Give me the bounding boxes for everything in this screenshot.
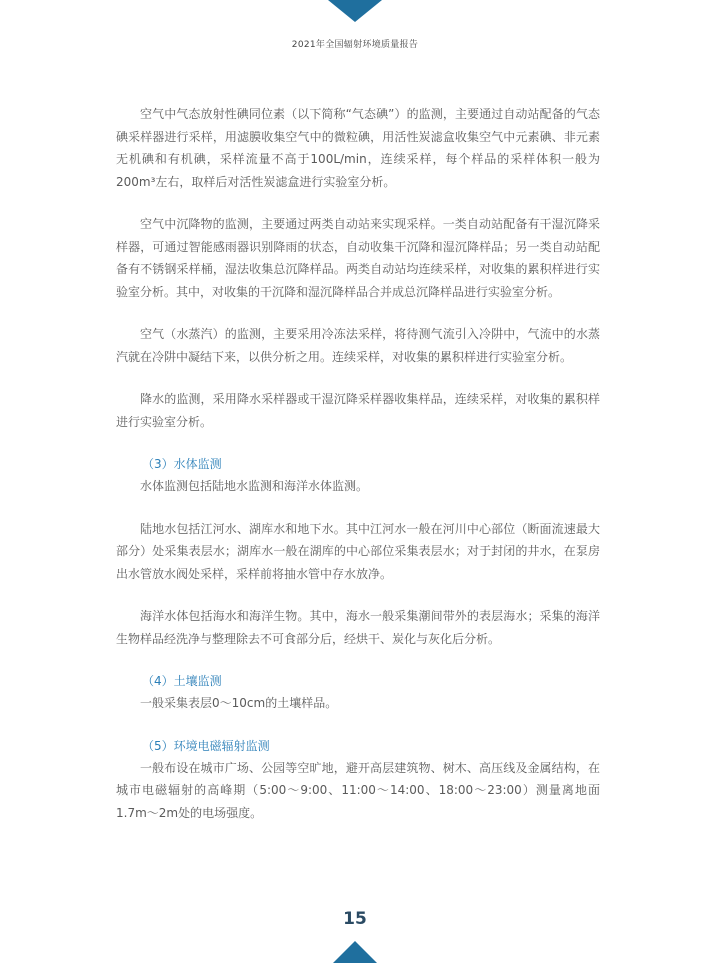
- section-heading-soil: （4）土壤监测: [142, 674, 222, 688]
- page-number: 15: [343, 909, 367, 929]
- water-intro: 水体监测包括陆地水监测和海洋水体监测。: [140, 479, 369, 493]
- top-triangle-decoration: [328, 0, 382, 22]
- main-content: [116, 103, 600, 824]
- report-title: 2021年全国辐射环境质量报告: [291, 40, 419, 50]
- paragraph-gaseous-iodine: 空气中气态放射性碘同位素（以下简称“气态碘”）的监测，主要通过自动站配备的气态碘采样器进行采样，用滤膜收集空气中的微粒碘，用活性炭滤盒收集空气中元素碘、非元素无机碘和有机碘，采样流量不高于100L/min，连续采样，每个样品的采样体积一般为200m³左右，取样后对活性炭滤盒进行实验室分析。: [116, 107, 600, 189]
- paragraph-marine-water: 海洋水体包括海水和海洋生物。其中，海水一般采集潮间带外的表层海水；采集的海洋生物样品经洗净与整理除去不可食部分后，经烘干、炭化与灰化后分析。: [116, 609, 600, 646]
- soil-intro: 一般采集表层0～10cm的土壤样品。: [140, 696, 338, 710]
- bottom-triangle-decoration: [333, 941, 377, 963]
- paragraph-deposition: 空气中沉降物的监测，主要通过两类自动站来实现采样。一类自动站配备有干湿沉降采样器，可通过智能感雨器识别降雨的状态，自动收集干沉降和湿沉降样品；另一类自动站配备有不锈钢采样桶，湿法收集总沉降样品。两类自动站均连续采样，对收集的累积样进行实验室分析。其中，对收集的干沉降和湿沉降样品合并成总沉降样品进行实验室分析。: [116, 217, 600, 299]
- section-heading-water: （3）水体监测: [142, 457, 222, 471]
- paragraph-em-radiation: 一般布设在城市广场、公园等空旷地，避开高层建筑物、树木、高压线及金属结构，在城市电磁辐射的高峰期（5:00～9:00、11:00～14:00、18:00～23:00）测量离地面1.7m～2m处的电场强度。: [116, 760, 600, 820]
- paragraph-precipitation: 降水的监测，采用降水采样器或干湿沉降采样器收集样品，连续采样，对收集的累积样进行实验室分析。: [116, 392, 600, 429]
- section-heading-em: （5）环境电磁辐射监测: [142, 738, 270, 753]
- paragraph-water-vapor: 空气（水蒸汽）的监测，主要采用冷冻法采样，将待测气流引入冷阱中，气流中的水蒸汽就在冷阱中凝结下来，以供分析之用。连续采样，对收集的累积样进行实验室分析。: [116, 327, 600, 364]
- paragraph-land-water: 陆地水包括江河水、湖库水和地下水。其中江河水一般在河川中心部位（断面流速最大部分）处采集表层水；湖库水一般在湖库的中心部位采集表层水；对于封闭的井水，在泵房出水管放水阀处采样，采样前将抽水管中存水放净。: [116, 521, 600, 581]
